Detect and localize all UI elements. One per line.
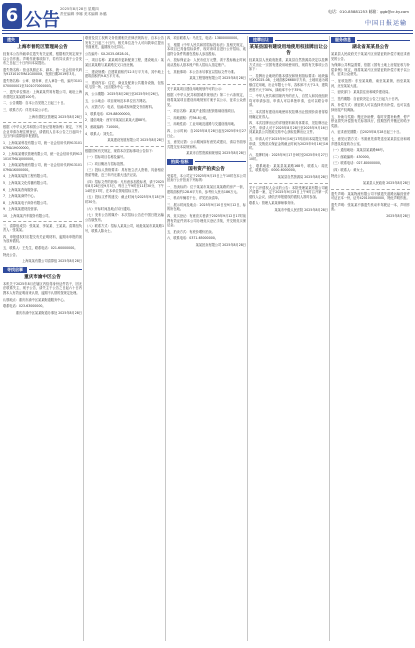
notice-paragraph: 一、挂牌出让地块的基本情况和规划指标要求：地块编号XY2025-08，土地面积26680平方米，土地用途为城镇住宅用地，出让年限七十年，容积率不大于2.5，建筑密度不大于30%，绿地率不小于35%。 — [249, 73, 328, 92]
category-bar — [167, 159, 246, 165]
notice-paragraph: 2．上海某某餐饮管理有限公司，统一社会信用代码91310107MA1J000000。 — [3, 152, 82, 161]
category-tag: 拍卖·招标 — [167, 159, 193, 165]
notice-paragraph: 三、用地性质：工业用地及道路与交通设施用地。 — [167, 122, 238, 127]
notice-paragraph: 受委托，本公司定于2025年9月15日上午10时在本公司拍卖厅公开拍卖下列标的： — [167, 173, 246, 183]
notice-paragraph: 遗失声明：某某物流有限公司不慎遗失道路运输经营许可证正本一份，证号420100000000，特此声明作废。 — [331, 191, 410, 201]
notice-paragraph: 五、拍卖方式：有底价增价拍卖。 — [167, 229, 215, 234]
notice-paragraph: 4．上海某某装饰工程有限公司。 — [3, 174, 50, 179]
notice-paragraph: 7．上海某某商贸中心。 — [3, 194, 37, 199]
notice-signature: 重庆市渝中区某某街道办事处 2025年8月28日 — [15, 310, 82, 315]
notice-paragraph: 三、本次国有建设用地使用权挂牌出让按照价高者得原则确定竞得人。 — [249, 109, 328, 119]
notice-paragraph: 二、征收部门：某某县住房和城乡建设局。 — [331, 90, 392, 95]
editor-credit: 责任编辑 李娜 美术编辑 孙璐 — [60, 12, 107, 16]
notice-paragraph: （二）项目概况与招标范围。 — [85, 161, 127, 166]
notice-paragraph: （四）联系人：黄女士。 — [331, 167, 367, 172]
notice-signature: 2025年8月28日 — [386, 214, 410, 219]
notice-paragraph: 根据《中华人民共和国公司登记管理条例》规定，下列企业申请办理注销登记，请债权人自本公告之日起四十五日内向清算组申报债权。 — [3, 125, 82, 139]
issue-date: 2025年8月28日 星期四 — [60, 7, 99, 11]
notice-paragraph: 七、联系地址：某某县某某路168号，联系人：周先生，联系电话：0000-6000000。 — [249, 163, 328, 173]
category-tag: 服务信息 — [331, 37, 355, 43]
notice-paragraph: 五、联系人：王先生，联系电话：021-60000000。 — [3, 246, 78, 250]
notice-paragraph: 五、意见反馈：公示期间如有意见或建议，请以书面形式提交至本局规划科。 — [167, 140, 246, 149]
notice-paragraph: 某某县人民政府关于某某片区房屋征收补偿方案征求意见的公告。 — [331, 52, 410, 61]
notice-paragraph: （五）投标文件的递交：截止时间为2025年9月18日9时30分。 — [85, 195, 164, 205]
category-bar — [331, 37, 410, 43]
notice-signature: 上海市普陀区管理局 2025年8月28日 — [28, 114, 82, 119]
notice-paragraph: 特此公告。 — [331, 174, 347, 179]
notice-paragraph: 三、展示时间及地点：2025年9月10日至9月12日，标的所在地。 — [167, 202, 246, 212]
notice-paragraph: 公告编号：SX-2025-0828-01。 — [85, 51, 132, 56]
notice-paragraph: 三、签约期限：自征收决定公告之日起九十日内。 — [331, 96, 402, 101]
notice-paragraph: 三、清算组成员：张某某、李某某、王某某。清算组负责人：张某某。 — [3, 223, 82, 233]
contact-info: 电话：010-85881253 邮箱：ggb@cr-ky.com — [328, 9, 409, 14]
column-divider — [83, 36, 84, 641]
notice-paragraph: 1．上海某某科技有限公司，统一社会信用代码91310107MA1H000000。 — [3, 140, 82, 150]
notice-paragraph: 二、机动车辆若干台，详见拍卖清单。 — [167, 196, 222, 201]
notice-block — [331, 189, 410, 219]
notice-signature: 某某工程管理有限公司 2025年8月28日 — [189, 76, 246, 81]
notice-paragraph: 联系人：管理人某某律师事务所。 — [249, 201, 297, 206]
notice-paragraph: 一、项目名称：某某城市更新配套工程，建设地点：某某区某某路与某某路交叉口西北侧。 — [85, 58, 164, 67]
category-tag: 遗失 — [3, 37, 19, 43]
notice-paragraph: 四、项目联系人：马先生，电话：13800000000。 — [167, 36, 241, 40]
column-2 — [85, 36, 164, 641]
notice-paragraph: 六、联系电话：0371-65000000。 — [167, 236, 218, 241]
section-title: 公告 — [24, 10, 60, 31]
notice-title: 上海市普陀区管理局公告 — [17, 45, 68, 50]
notice-block — [3, 37, 82, 119]
notice-separator — [85, 146, 164, 147]
notice-paragraph: 四、申报债权时应提交有关证明材料，逾期未申报的视为放弃债权。 — [3, 234, 82, 244]
notice-paragraph: 二、用地面积：约36.8公顷。 — [167, 115, 210, 120]
notice-paragraph: 二、中华人民共和国境内外的法人、自然人和其他组织均可申请参加，申请人可以单独申请，也可以联合申请。 — [249, 94, 328, 108]
notice-signature: 上海某某有限公司清算组 2025年8月28日 — [22, 259, 82, 264]
notice-paragraph: 根据国家有关规定，现将本次招标事项公告如下： — [85, 148, 156, 153]
notice-paragraph: 遗失物名称：公章、财务章、法人章各一枚，编号3101070000001至3101070000003。 — [3, 78, 82, 88]
category-rule — [275, 40, 328, 41]
notice-block — [167, 159, 246, 248]
notice-paragraph: 五、申请人可于2025年9月16日17时前向本局提交书面申请，交纳竞买保证金的截止时间为2025年9月16日16时。 — [249, 136, 328, 151]
notice-paragraph: 经某某县人民政府批准，某某县自然资源局决定以挂牌方式出让一宗国有建设用地使用权，现将有关事项公告如下： — [249, 58, 328, 72]
notice-block — [3, 221, 82, 264]
category-bar — [3, 37, 82, 43]
notice-paragraph: 3．上海某某物流有限公司，统一社会信用代码91310107MA1K000000。 — [3, 163, 82, 172]
notice-paragraph: 10．上海某某汽车服务有限公司。 — [3, 214, 52, 219]
category-rule — [21, 40, 82, 41]
notice-paragraph: 联系电话：023-63000000。 — [3, 304, 46, 309]
notice-paragraph: （一）通信地址：某某县某某路66号。 — [331, 148, 387, 153]
notice-paragraph: 一、项目名称：某某产业园区配套基础设施项目。 — [167, 109, 238, 114]
notice-block — [331, 37, 410, 186]
notice-paragraph: 三、建设内容：住宅、商业及配套公共服务设施，包括幼儿园一所、社区服务中心一处。 — [85, 80, 164, 90]
notice-paragraph: （六）开标时间及地点另行通知。 — [85, 206, 133, 211]
category-rule — [29, 269, 82, 270]
category-rule — [357, 40, 410, 41]
notice-paragraph: 联营及员工权利义务依照相关法律法规执行，自本公告发布之日起三十日内，相关单位及个人可向我单位提出书面意见，逾期视为无异议。 — [85, 36, 164, 50]
notice-paragraph: 经查本公告所载单位遗失有关证照，根据相关规定现予以公告作废。声明作废事项如下，若有异议请于公告发布之日起三十日内向本局提出。 — [3, 52, 82, 66]
notice-block — [85, 36, 164, 143]
notice-paragraph: （三）联系电话：027-80000000。 — [331, 161, 384, 166]
category-rule — [195, 161, 246, 162]
column-divider — [329, 36, 330, 641]
notice-paragraph: （一）招标项目名称及编号。 — [85, 155, 127, 160]
notice-paragraph: （三）投标人资格要求：具有独立法人资格，具备相应资质等级，近三年内无重大违法记录。 — [85, 168, 164, 178]
category-bar — [249, 37, 328, 43]
notice-paragraph: 六、投标保证金：人民币伍万元整，须于投标截止时间前从投标人基本账户转入招标人指定账户。 — [167, 58, 246, 67]
notice-paragraph: 关于召开债权人会议的公告：本院受理某某有限公司破产清算一案，定于2025年9月25日上午9时召开第一次债权人会议，请依法申报债权的债权人准时参加。 — [249, 185, 328, 199]
notice-paragraph: 四、补偿方式：被征收人可以选择货币补偿，也可以选择房屋产权调换。 — [331, 103, 410, 112]
column-4 — [249, 36, 328, 641]
notice-paragraph: （四）招标文件的获取：凡有意参加投标者，请于2025年8月28日至9月3日，每日上午9时至11时30分，下午14时至17时，在本单位领取招标文件。 — [85, 179, 164, 193]
notice-paragraph: 认领地点：重庆市渝中区某某街道服务中心。 — [3, 297, 67, 302]
notice-paragraph: 二、建设规模：总建筑面积约12.5万平方米，其中地上建筑面积约9.8万平方米。 — [85, 69, 164, 79]
notice-signature: 某某县人民政府 2025年8月28日 — [362, 181, 410, 186]
notice-separator — [331, 189, 410, 190]
notice-paragraph: 二、公告期限：自本公告见报之日起三十日。 — [3, 101, 67, 106]
notice-paragraph: 为保障公共利益需要，依据《国有土地上房屋征收与补偿条例》规定，现将某某片区房屋征收补偿方案予以公布，征求公众意见。 — [331, 63, 410, 77]
notice-paragraph: 5．上海某某文化传播有限公司。 — [3, 181, 50, 186]
notice-paragraph: 六、挂牌时间：2025年9月17日9时至2025年9月27日10时。 — [249, 152, 328, 162]
notice-signature: 某某市自然资源和规划局 2025年8月28日 — [186, 151, 246, 156]
notice-paragraph: 关于某某项目建设用地规划许可的公示： — [167, 86, 225, 91]
notice-paragraph: 四、本次挂牌出让的详细资料和具体要求，见挂牌出让文件。申请人可于2025年8月28日至2025年9月16日到某某县公共资源交易中心获取挂牌出让文件。 — [249, 121, 328, 135]
notice-paragraph: 1．联系电话：029-88000000。 — [85, 111, 133, 116]
notice-paragraph: 四、公示期限：2025年8月28日至2025年9月26日。 — [85, 91, 162, 96]
notice-block — [3, 122, 82, 219]
notice-block — [249, 37, 328, 180]
notice-paragraph: 三、联系方式：详见本局公示栏。 — [3, 107, 51, 112]
notice-paragraph: 6．上海某某咨询服务部。 — [3, 187, 41, 192]
notice-paragraph: 四、竞买登记：有意竞买者请于2025年9月12日17时前携有效证件到本公司办理竞买登记手续，并交纳竞买保证金。 — [167, 214, 246, 228]
notice-paragraph: （二）邮政编码：430000。 — [331, 154, 372, 159]
notice-paragraph: 遗失声明：张某某不慎遗失机动车驾驶证一本，声明作废。 — [331, 202, 410, 212]
notice-paragraph: 9．上海某某建材经营部。 — [3, 207, 41, 212]
issue-meta — [60, 7, 107, 17]
notice-paragraph: 一、征收范围：东至某某路，南至某某街，西至某某河，北至某某大道。 — [331, 78, 410, 88]
newspaper-logo: 中国日报运输 — [364, 20, 407, 27]
notice-paragraph: 四、公示时间：自2025年8月28日起至2025年9月27日止。 — [167, 128, 246, 138]
notice-block — [3, 267, 82, 316]
page-number: 6 — [2, 3, 22, 29]
notice-paragraph: 一、拍卖标的：位于某某市某某区某某路的房产一套，建筑面积约128.6平方米，参考价人民币186万元。 — [167, 185, 246, 194]
notice-title: 重庆市渝中区公告 — [24, 274, 61, 280]
notice-block — [167, 84, 246, 156]
column-3 — [167, 36, 246, 641]
notice-block — [85, 146, 164, 234]
notice-separator — [3, 122, 82, 123]
notice-paragraph: 六、征求意见期限：自2025年8月28日起三十日。 — [331, 130, 403, 135]
notice-title: 湖北省某某县公告 — [352, 45, 389, 50]
notice-paragraph: 根据《中华人民共和国城乡规划法》第二十六条规定，现将某某项目建设用地规划方案予以公示，征求公众意见。 — [167, 93, 246, 107]
notice-paragraph: 本机关于2025年8月在辖区内拾得身份证件若干，因无法联系失主，现予公告，请失主于公告之日起六十日内携本人有效证明前来认领，逾期不认领的按规定处理。 — [3, 281, 82, 295]
notice-paragraph: 4．联系人：刘先生。 — [85, 131, 116, 136]
notice-paragraph: 五、根据《中华人民共和国招标投标法》及相关规定，本项目已具备招标条件，现对该项目进行公开招标，欢迎符合条件的潜在投标人参加投标。 — [167, 42, 246, 56]
notice-paragraph: （八）联系方式：招标人某某公司，地址某某市某某路1号，联系人陈女士。 — [85, 224, 164, 233]
notice-paragraph: 七、其他事项：本公告未尽事宜以招标文件为准。 — [167, 69, 238, 74]
notice-paragraph: 特此公告。 — [3, 252, 19, 257]
notice-paragraph: 2．通信地址：西安市某某区某某大道88号。 — [85, 118, 149, 123]
category-tag: 挂牌出让 — [249, 37, 273, 43]
notice-block — [249, 183, 328, 213]
category-bar — [3, 267, 82, 273]
column-1 — [3, 36, 82, 641]
notice-paragraph: 七、意见反馈方式：书面意见请寄送至某某县住房和城乡建设局征收办公室。 — [331, 136, 410, 146]
notice-title: 某某县国有建设用地使用权挂牌出让公告 — [249, 45, 328, 56]
notice-paragraph: 六、反馈方式：电话、信函或现场提交书面材料。 — [85, 105, 156, 110]
header-rule — [2, 30, 413, 31]
header-rule-thin — [2, 33, 413, 34]
notice-paragraph: （七）发布公告的媒介：本次招标公告在中国日报运输公告版发布。 — [85, 213, 164, 222]
notice-paragraph: 一、遗失单位情况：上海某某贸易有限公司，地址上海市普陀区某某路100号。 — [3, 90, 82, 99]
notice-signature: 某某建设发展有限公司 2025年8月28日 — [107, 138, 164, 143]
column-divider — [165, 36, 166, 641]
notice-paragraph: 遗失物名称：营业执照正本、副本，统一社会信用代码为91310107MA1G0000X，发照日期2019年3月。 — [3, 67, 82, 77]
notice-signature: 某某市中级人民法院 2025年8月28日 — [274, 208, 328, 213]
notice-paragraph: 3．邮政编码：710000。 — [85, 124, 122, 129]
category-tag: 寻找启事 — [3, 267, 27, 273]
notice-signature: 某某县自然资源局 2025年8月28日 — [277, 175, 328, 180]
notice-separator — [3, 221, 82, 222]
notice-paragraph: 8．上海某某电子商务有限公司。 — [3, 200, 50, 205]
notice-title: 国有资产拍卖公告 — [188, 166, 225, 172]
notice-separator — [249, 183, 328, 184]
column-5 — [331, 36, 410, 641]
notice-block — [167, 36, 246, 81]
notice-separator — [167, 84, 246, 85]
column-divider — [247, 36, 248, 641]
notice-paragraph: 五、补助与奖励：搬迁补助费、临时安置补助费、停产停业损失补偿按有关标准执行，按期签约并搬迁的给予奖励。 — [331, 114, 410, 128]
notice-paragraph: 五、公示地点：项目现场及本单位官方网站。 — [85, 98, 149, 103]
notice-signature: 某某拍卖有限公司 2025年8月28日 — [195, 243, 246, 247]
